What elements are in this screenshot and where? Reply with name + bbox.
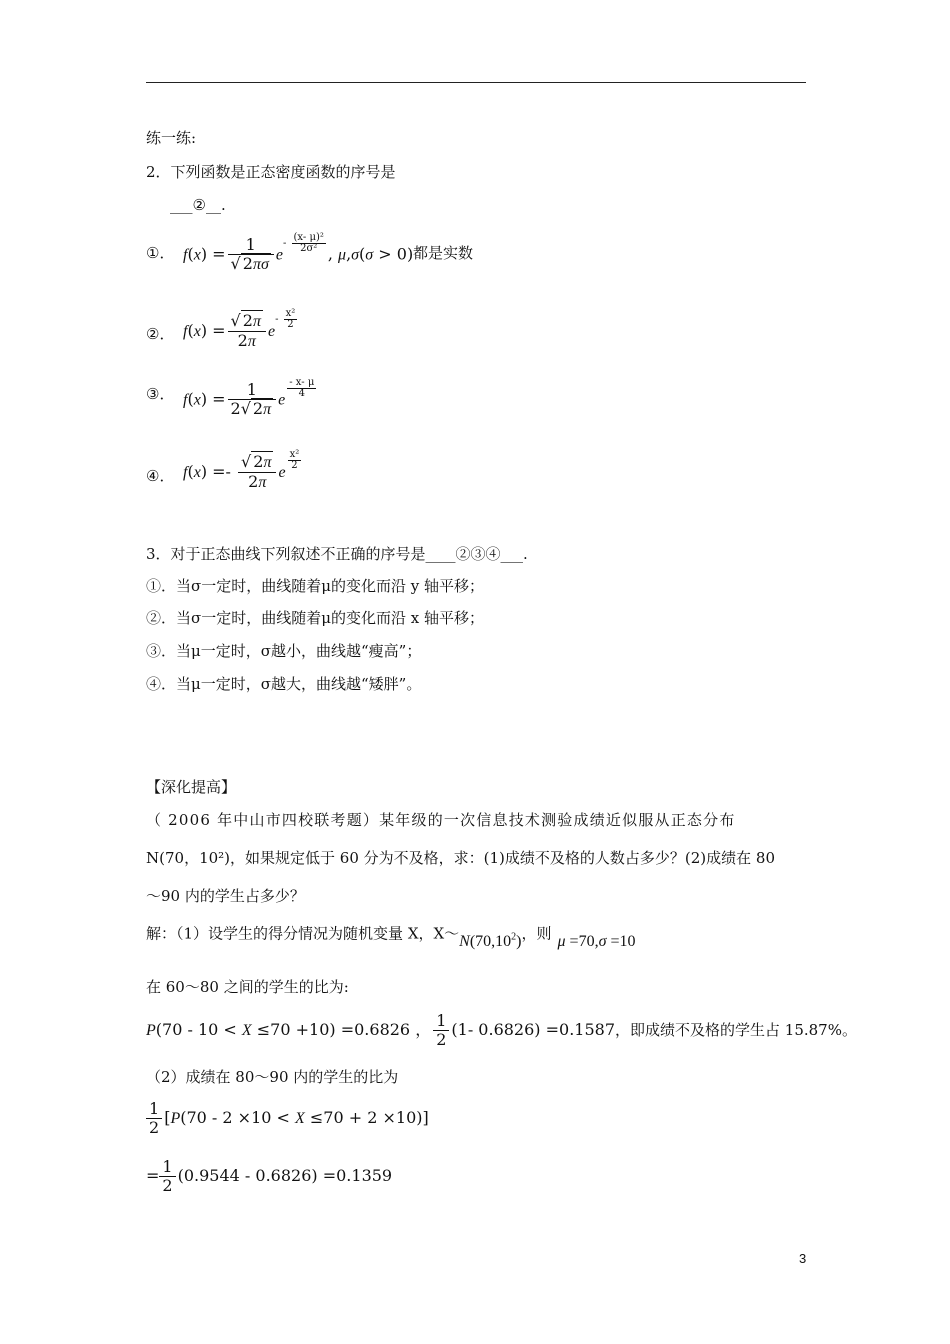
q2-stem: 2．下列函数是正态密度函数的序号是: [146, 163, 396, 181]
q3-item: ②．当σ一定时，曲线随着μ的变化而沿 x 轴平移；: [146, 609, 484, 627]
q3-item: ③．当μ一定时，σ越小，曲线越“瘦高”；: [146, 642, 422, 660]
part2-line: （2）成绩在 80～90 内的学生的比为: [146, 1068, 399, 1086]
problem-line: N(70，10²)，如果规定低于 60 分为不及格，求：(1)成绩不及格的人数占多少？(2)成绩在 80: [146, 849, 775, 867]
solution-mid: ，则: [521, 924, 552, 943]
result1-tail: ，即成绩不及格的学生占 15.87%。: [615, 1021, 857, 1039]
q2-answer: ___②__.: [170, 196, 226, 214]
problem-line: （ 2006 年中山市四校联考题）某年级的一次信息技术测验成绩近似服从正态分布: [146, 811, 736, 829]
page-number: 3: [799, 1251, 807, 1266]
probability-line-1: P(70 - 10 < X ≤70 +10) =0.6826 ， $\frac{1}{2}$ (1- 0.6826) =0.1587，即成绩不及格的学生占 15.87%。: [146, 1011, 857, 1049]
q3-item: ①．当σ一定时，曲线随着μ的变化而沿 y 轴平移；: [146, 577, 485, 595]
q2-option1-formula: f(x) = $\frac{1}{√ 2\pi\sigma}$ $e^{- \frac{\text{(x- μ)²}}{\text{2σ²}}}$ , μ,σ(σ > 0): [183, 231, 414, 273]
q3-item: ④．当μ一定时，σ越大，曲线越“矮胖”。: [146, 675, 422, 693]
q2-option1-tail: 都是实数: [413, 244, 474, 262]
q2-option2-formula: f(x) = $\frac{√ 2\pi}{2\pi}$ $e^{- \frac{\text{x²}}{2}}$: [183, 308, 296, 350]
solution-line: [146, 920, 636, 951]
parameters-formula: μ =70,σ =10: [557, 933, 636, 951]
probability-line-2: $\frac{1}{2}$ [P(70 - 2 ×10 < X ≤70 + 2 ×10)]: [146, 1100, 429, 1137]
probability-line-3: = $\frac{1}{2}$ (0.9544 - 0.6826) =0.1359: [146, 1157, 393, 1195]
q2-option4-number: ④．: [146, 467, 175, 485]
practice-title: 练一练:: [146, 129, 197, 147]
problem-line: ～90 内的学生占多少？: [146, 887, 305, 905]
q2-option2-number: ②．: [146, 325, 175, 343]
q3-stem: 3．对于正态曲线下列叙述不正确的序号是____②③④___.: [146, 545, 528, 563]
ratio-line: 在 60～80 之间的学生的比为:: [146, 978, 349, 996]
distribution-formula: N(70,10$^2$): [459, 932, 522, 951]
q2-option3-formula: f(x) = $\frac{1}{2√ 2\pi}$ e $^{\frac{- x- \mu}{4}}$: [183, 376, 315, 418]
section-heading: 【深化提高】: [146, 778, 237, 796]
q2-option1-number: ①．: [146, 244, 175, 262]
header-rule: [146, 82, 806, 83]
q2-option4-formula: f(x) =- $\frac{√ 2\pi}{2\pi}$ e $^{\frac{\text{x²}}{2}}$: [183, 449, 300, 491]
solution-prefix: 解：（1）设学生的得分情况为随机变量 X，X～: [146, 924, 460, 943]
q2-option3-number: ③．: [146, 385, 175, 403]
